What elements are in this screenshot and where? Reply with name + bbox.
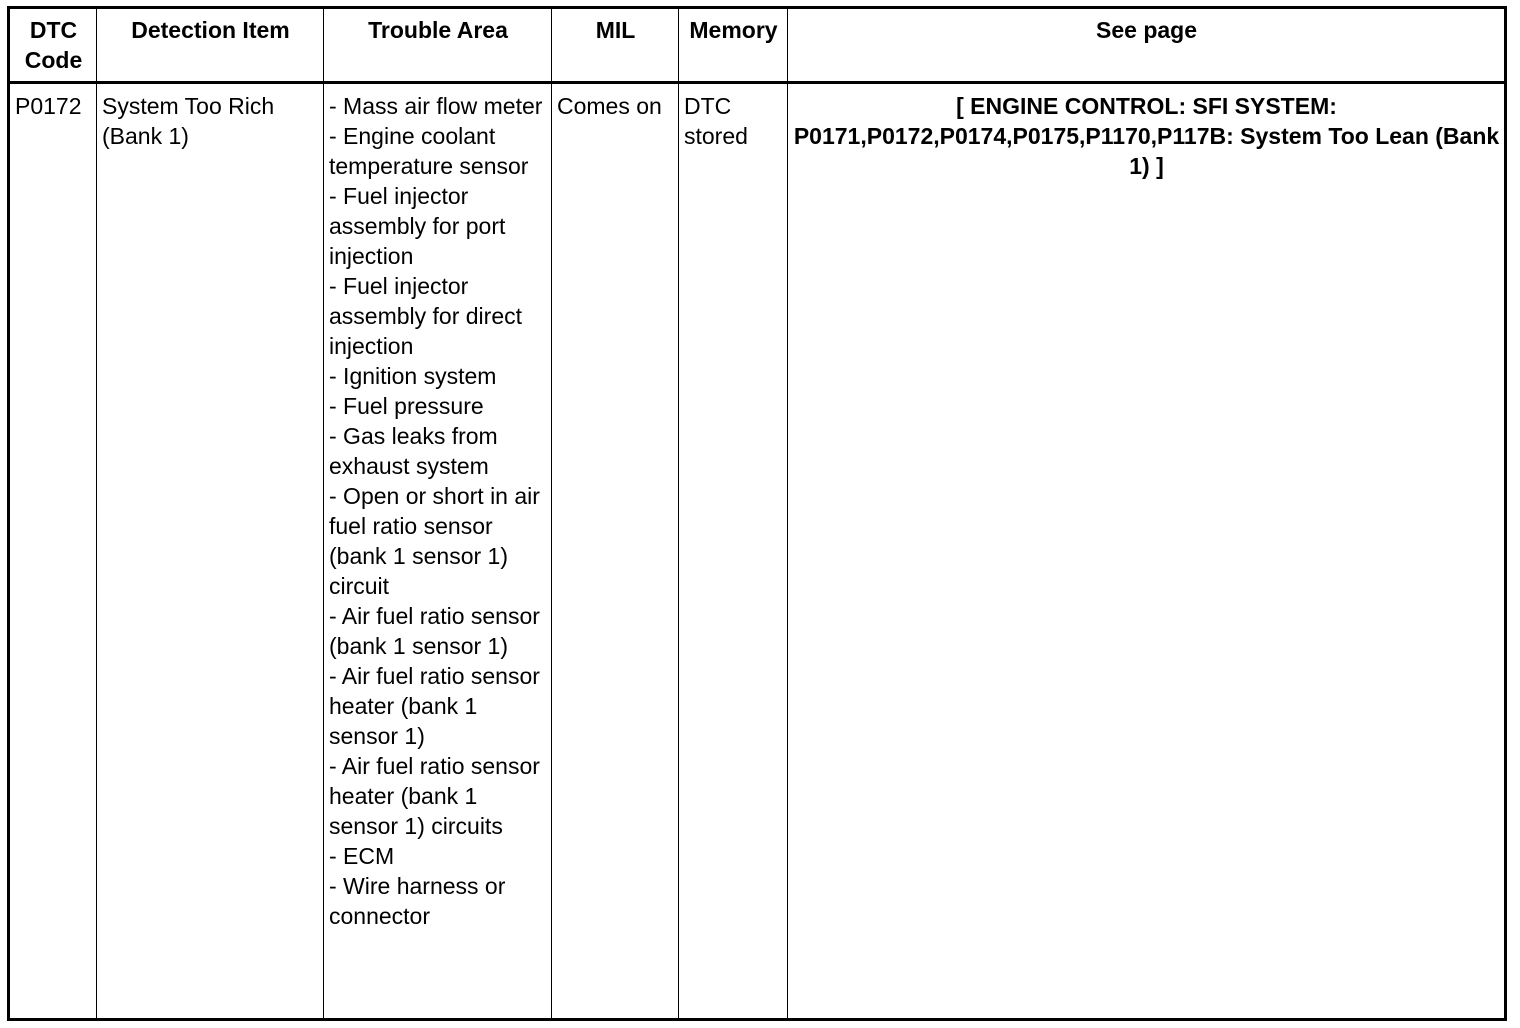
cell-detection-item: System Too Rich (Bank 1) xyxy=(97,83,324,1020)
table-row xyxy=(9,83,1506,1020)
see-page-link[interactable]: [ ENGINE CONTROL: SFI SYSTEM: P0171,P0172,P0174,P0175,P1170,P117B: System Too Lean (Bank 1) ] xyxy=(793,93,1500,179)
cell-trouble-area xyxy=(324,83,552,1020)
trouble-area-item: - Gas leaks from exhaust system xyxy=(329,423,498,479)
header-row xyxy=(9,8,1506,83)
cell-dtc-code: P0172 xyxy=(9,83,97,1020)
header-detection-item: Detection Item xyxy=(97,8,324,83)
trouble-area-item: - Fuel pressure xyxy=(329,393,484,419)
cell-see-page xyxy=(788,83,1506,1020)
header-trouble-area: Trouble Area xyxy=(324,8,552,83)
trouble-area-item: - Air fuel ratio sensor heater (bank 1 sensor 1) xyxy=(329,663,540,749)
cell-memory: DTC stored xyxy=(679,83,788,1020)
trouble-area-item: - Mass air flow meter xyxy=(329,93,543,119)
header-dtc-code: DTC Code xyxy=(9,8,97,83)
trouble-area-item: - Ignition system xyxy=(329,363,497,389)
header-see-page: See page xyxy=(788,8,1506,83)
header-mil: MIL xyxy=(552,8,679,83)
trouble-area-item: - Wire harness or connector xyxy=(329,873,506,929)
trouble-area-item: - Open or short in air fuel ratio sensor (bank 1 sensor 1) circuit xyxy=(329,483,540,599)
trouble-area-item: - Fuel injector assembly for port injection xyxy=(329,183,506,269)
trouble-area-item: - Fuel injector assembly for direct injection xyxy=(329,273,523,359)
trouble-area-item: - Air fuel ratio sensor heater (bank 1 sensor 1) circuits xyxy=(329,753,540,839)
dtc-table xyxy=(7,6,1507,1021)
cell-mil: Comes on xyxy=(552,83,679,1020)
trouble-area-item: - ECM xyxy=(329,843,395,869)
trouble-area-item: - Engine coolant temperature sensor xyxy=(329,123,529,179)
header-memory: Memory xyxy=(679,8,788,83)
trouble-area-item: - Air fuel ratio sensor (bank 1 sensor 1) xyxy=(329,603,540,659)
